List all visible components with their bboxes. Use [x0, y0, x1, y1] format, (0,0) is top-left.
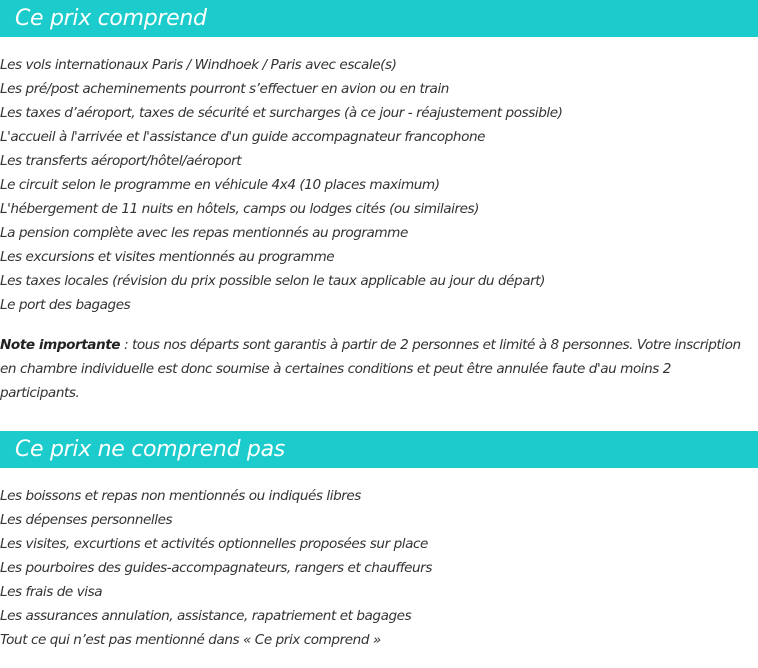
excludes-list: [0, 484, 758, 652]
includes-list-item: Les taxes d’aéroport, taxes de sécurité et surcharges (à ce jour - réajustement possible): [0, 105, 563, 121]
includes-list-item: Le port des bagages: [0, 297, 131, 313]
important-note-text: : tous nos départs sont garantis à partir de 2 personnes et limité à 8 personnes. Votre inscription en chambre individuelle est donc soumise à certaines conditions et peut être annulée faute d'au moins 2 participants.: [0, 337, 741, 401]
excludes-section-title: Ce prix ne comprend pas: [15, 436, 285, 462]
includes-list-item: Les excursions et visites mentionnés au programme: [0, 249, 335, 265]
excludes-list-item: Tout ce qui n’est pas mentionné dans « Ce prix comprend »: [0, 632, 381, 648]
excludes-list-item: Les visites, excurtions et activités optionnelles proposées sur place: [0, 536, 428, 552]
excludes-list-item: Les boissons et repas non mentionnés ou indiqués libres: [0, 488, 361, 504]
includes-list-item: Les pré/post acheminements pourront s’effectuer en avion ou en train: [0, 81, 449, 97]
excludes-list-item: Les assurances annulation, assistance, rapatriement et bagages: [0, 608, 412, 624]
includes-list-item: Les taxes locales (révision du prix possible selon le taux applicable au jour du départ): [0, 273, 545, 289]
includes-section-title: Ce prix comprend: [15, 5, 207, 31]
includes-list-item: La pension complète avec les repas mentionnés au programme: [0, 225, 408, 241]
includes-list-item: Le circuit selon le programme en véhicule 4x4 (10 places maximum): [0, 177, 440, 193]
important-note-label: Note importante: [0, 337, 121, 353]
excludes-list-item: Les dépenses personnelles: [0, 512, 173, 528]
includes-list: [0, 53, 758, 317]
excludes-section-header: [0, 431, 758, 468]
includes-list-item: Les vols internationaux Paris / Windhoek / Paris avec escale(s): [0, 57, 397, 73]
includes-list-item: Les transferts aéroport/hôtel/aéroport: [0, 153, 242, 169]
includes-list-item: L'hébergement de 11 nuits en hôtels, camps ou lodges cités (ou similaires): [0, 201, 479, 217]
excludes-list-item: Les pourboires des guides-accompagnateurs, rangers et chauffeurs: [0, 560, 432, 576]
includes-list-item: L'accueil à l'arrivée et l'assistance d'un guide accompagnateur francophone: [0, 129, 486, 145]
important-note: [0, 333, 750, 405]
excludes-list-item: Les frais de visa: [0, 584, 103, 600]
includes-section-header: [0, 0, 758, 37]
